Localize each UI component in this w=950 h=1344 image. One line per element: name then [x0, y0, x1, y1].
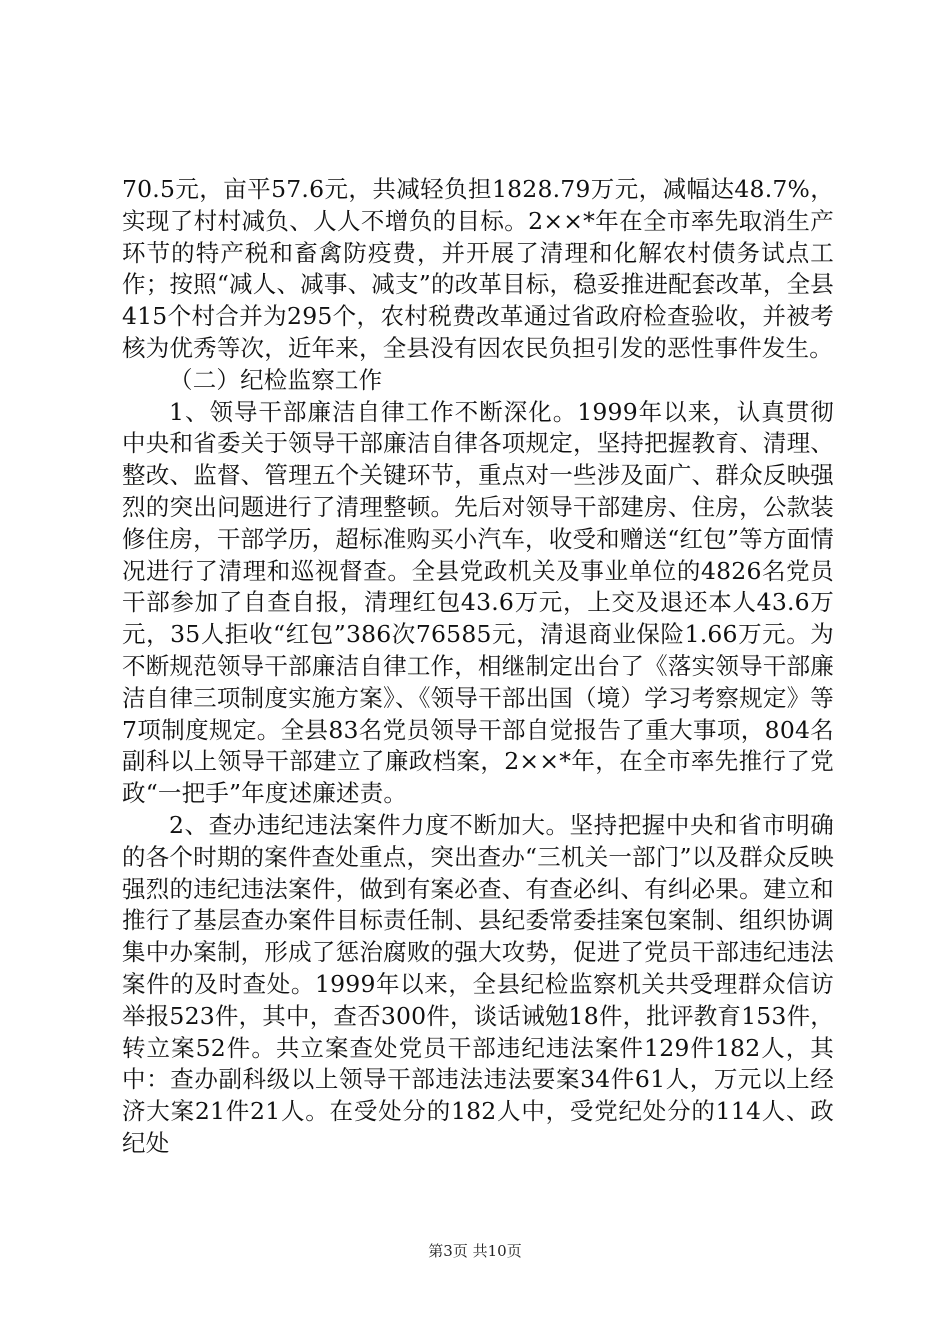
- document-body: [122, 174, 834, 1160]
- paragraph-self-discipline: 1、领导干部廉洁自律工作不断深化。1999年以来，认真贯彻中央和省委关于领导干部廉洁自律各项规定，坚持把握教育、清理、整改、监督、管理五个关键环节，重点对一些涉及面广、群众反映强烈的突出问题进行了清理整顿。先后对领导干部建房、住房，公款装修住房，干部学历，超标准购买小汽车，收受和赠送“红包”等方面情况进行了清理和巡视督查。全县党政机关及事业单位的4826名党员干部参加了自查自报，清理红包43.6万元，上交及退还本人43.6万元，35人拒收“红包”386次76585元，清退商业保险1.66万元。为不断规范领导干部廉洁自律工作，相继制定出台了《落实领导干部廉洁自律三项制度实施方案》、《领导干部出国（境）学习考察规定》等7项制度规定。全县83名党员领导干部自觉报告了重大事项，804名副科以上领导干部建立了廉政档案，2××*年，在全市率先推行了党政“一把手”年度述廉述责。: [122, 397, 834, 808]
- paragraph-case-handling: 2、查办违纪违法案件力度不断加大。坚持把握中央和省市明确的各个时期的案件查处重点，突出查办“三机关一部门”以及群众反映强烈的违纪违法案件，做到有案必查、有查必纠、有纠必果。建立和推行了基层查办案件目标责任制、县纪委常委挂案包案制、组织协调集中办案制，形成了惩治腐败的强大攻势，促进了党员干部违纪违法案件的及时查处。1999年以来，全县纪检监察机关共受理群众信访举报523件，其中，查否300件，谈话诫勉18件，批评教育153件，转立案52件。共立案查处党员干部违纪违法案件129件182人，其中：查办副科级以上领导干部违法违法要案34件61人，万元以上经济大案21件21人。在受处分的182人中，受党纪处分的114人、政纪处: [122, 810, 834, 1157]
- section-heading-discipline: （二）纪检监察工作: [169, 365, 383, 394]
- page-number-footer: 第3页 共10页: [428, 1242, 522, 1260]
- paragraph-tax-reform: 70.5元，亩平57.6元，共减轻负担1828.79万元，减幅达48.7%，实现了村村减负、人人不增负的目标。2××*年在全市率先取消生产环节的特产税和畜禽防疫费，并开展了清理和化解农村债务试点工作；按照“减人、减事、减支”的改革目标，稳妥推进配套改革，全县415个村合并为295个，农村税费改革通过省政府检查验收，并被考核为优秀等次，近年来，全县没有因农民负担引发的恶性事件发生。: [122, 175, 834, 362]
